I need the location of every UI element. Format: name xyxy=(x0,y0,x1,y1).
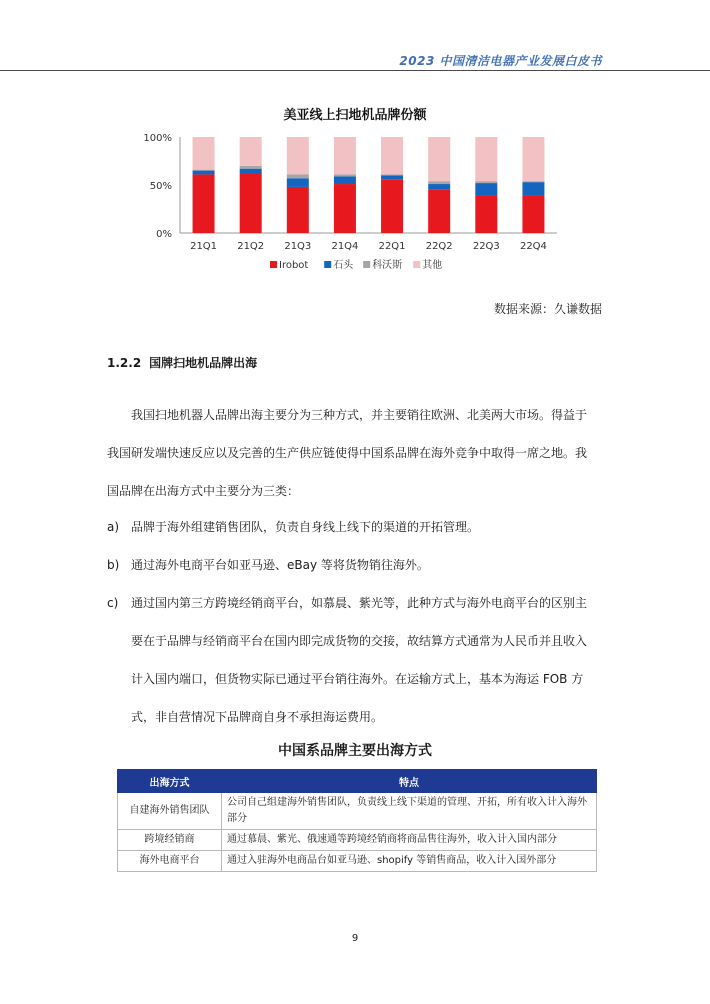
bar-segment xyxy=(522,196,544,233)
table-cell-feature: 通过慕晨、紫光、俄速通等跨境经销商将商品售往海外，收入计入国内部分 xyxy=(222,830,597,851)
paragraph-line: 国品牌在出海方式中主要分为三类： xyxy=(107,484,300,498)
x-tick-label: 22Q4 xyxy=(519,241,547,252)
x-tick-label: 22Q2 xyxy=(425,241,453,252)
legend-label: Irobot xyxy=(279,260,309,271)
bar-segment xyxy=(475,137,497,181)
y-tick-label: 0% xyxy=(156,229,172,240)
bar-segment xyxy=(428,184,450,190)
x-tick-label: 21Q2 xyxy=(237,241,265,252)
data-source: 数据来源：久谦数据 xyxy=(493,302,602,316)
list-line: 要在于品牌与经销商平台在国内即完成货物的交接，故结算方式通常为人民币并且收入 xyxy=(131,634,588,648)
bar-segment xyxy=(381,179,403,233)
legend-label: 其他 xyxy=(422,260,443,271)
bar-segment xyxy=(381,174,403,175)
bar-segment xyxy=(287,187,309,233)
table-cell-method: 海外电商平台 xyxy=(118,851,222,872)
x-tick-label: 22Q3 xyxy=(472,241,500,252)
list-marker: c) xyxy=(107,596,119,610)
bar-segment xyxy=(193,174,215,233)
paragraph-line: 我国扫地机器人品牌出海主要分为三种方式，并主要销往欧洲、北美两大市场。得益于 xyxy=(131,408,588,422)
bar-segment xyxy=(428,137,450,181)
bar-segment xyxy=(334,184,356,233)
bar-segment xyxy=(428,190,450,233)
bar-segment xyxy=(193,137,215,170)
legend-swatch xyxy=(270,261,277,268)
table-cell-feature: 公司自己组建海外销售团队，负责线上线下渠道的管理、开拓，所有收入计入海外部分 xyxy=(222,793,597,830)
table-cell-method: 跨境经销商 xyxy=(118,830,222,851)
bar-segment xyxy=(475,196,497,233)
table-cell-method: 自建海外销售团队 xyxy=(118,793,222,830)
bar-segment xyxy=(240,169,262,174)
bar-segment xyxy=(475,181,497,183)
bar-segment xyxy=(193,170,215,171)
y-tick-label: 50% xyxy=(149,181,172,192)
document-header-title: 2023 中国清洁电器产业发展白皮书 xyxy=(399,54,602,68)
x-tick-label: 22Q1 xyxy=(378,241,406,252)
bar-segment xyxy=(240,173,262,233)
legend-label: 科沃斯 xyxy=(372,260,403,271)
table-row xyxy=(118,851,597,872)
table-cell-feature: 通过入驻海外电商品台如亚马逊、shopify 等销售商品，收入计入国外部分 xyxy=(222,851,597,872)
stacked-bar-chart xyxy=(0,0,710,300)
table-header-row xyxy=(118,770,597,793)
chart-title: 美亚线上扫地机品牌份额 xyxy=(283,108,427,123)
bar-segment xyxy=(240,137,262,166)
bar-segment xyxy=(334,174,356,176)
legend-swatch xyxy=(363,261,370,268)
bar-segment xyxy=(475,183,497,195)
intro-paragraph xyxy=(107,396,604,510)
section-heading xyxy=(107,354,257,371)
x-tick-label: 21Q4 xyxy=(331,241,359,252)
paragraph-line: 我国研发端快速反应以及完善的生产供应链使得中国系品牌在海外竞争中取得一席之地。我 xyxy=(107,446,588,460)
bar-segment xyxy=(334,137,356,174)
list-line: 计入国内端口，但货物实际已通过平台销往海外。在运输方式上，基本为海运 FOB 方 xyxy=(131,672,584,686)
bar-segment xyxy=(287,174,309,178)
bar-segment xyxy=(287,178,309,187)
table-row xyxy=(118,793,597,830)
legend-swatch xyxy=(413,261,420,268)
list-line: 式，非自营情况下品牌商自身不承担海运费用。 xyxy=(131,710,384,724)
bar-segment xyxy=(381,175,403,179)
list-marker: b) xyxy=(107,558,120,572)
legend-label: 石头 xyxy=(333,260,354,271)
bar-segment xyxy=(287,137,309,174)
section-title: 国牌扫地机品牌出海 xyxy=(149,356,258,370)
bar-segment xyxy=(240,166,262,169)
bar-segment xyxy=(522,182,544,195)
legend-swatch xyxy=(324,261,331,268)
page-number: 9 xyxy=(351,933,359,944)
list-line: 通过国内第三方跨境经销商平台，如慕晨、紫光等，此种方式与海外电商平台的区别主 xyxy=(131,596,588,610)
x-tick-label: 21Q3 xyxy=(284,241,312,252)
bar-segment xyxy=(334,176,356,184)
bar-segment xyxy=(522,181,544,182)
table-title: 中国系品牌主要出海方式 xyxy=(278,743,432,759)
list-marker: a) xyxy=(107,520,120,534)
x-tick-label: 21Q1 xyxy=(190,241,218,252)
bar-segment xyxy=(522,137,544,181)
bar-segment xyxy=(381,137,403,174)
table-header-cell: 特点 xyxy=(222,770,597,793)
section-number: 1.2.2 xyxy=(107,356,142,370)
y-tick-label: 100% xyxy=(143,133,172,144)
bar-segment xyxy=(428,181,450,184)
table-row xyxy=(118,830,597,851)
list-line: 通过海外电商平台如亚马逊、eBay 等将货物销往海外。 xyxy=(131,558,429,572)
list-line: 品牌于海外组建销售团队，负责自身线上线下的渠道的开拓管理。 xyxy=(131,520,480,534)
table-header-cell: 出海方式 xyxy=(118,770,222,793)
bar-segment xyxy=(193,171,215,175)
export-methods-table xyxy=(117,769,597,872)
